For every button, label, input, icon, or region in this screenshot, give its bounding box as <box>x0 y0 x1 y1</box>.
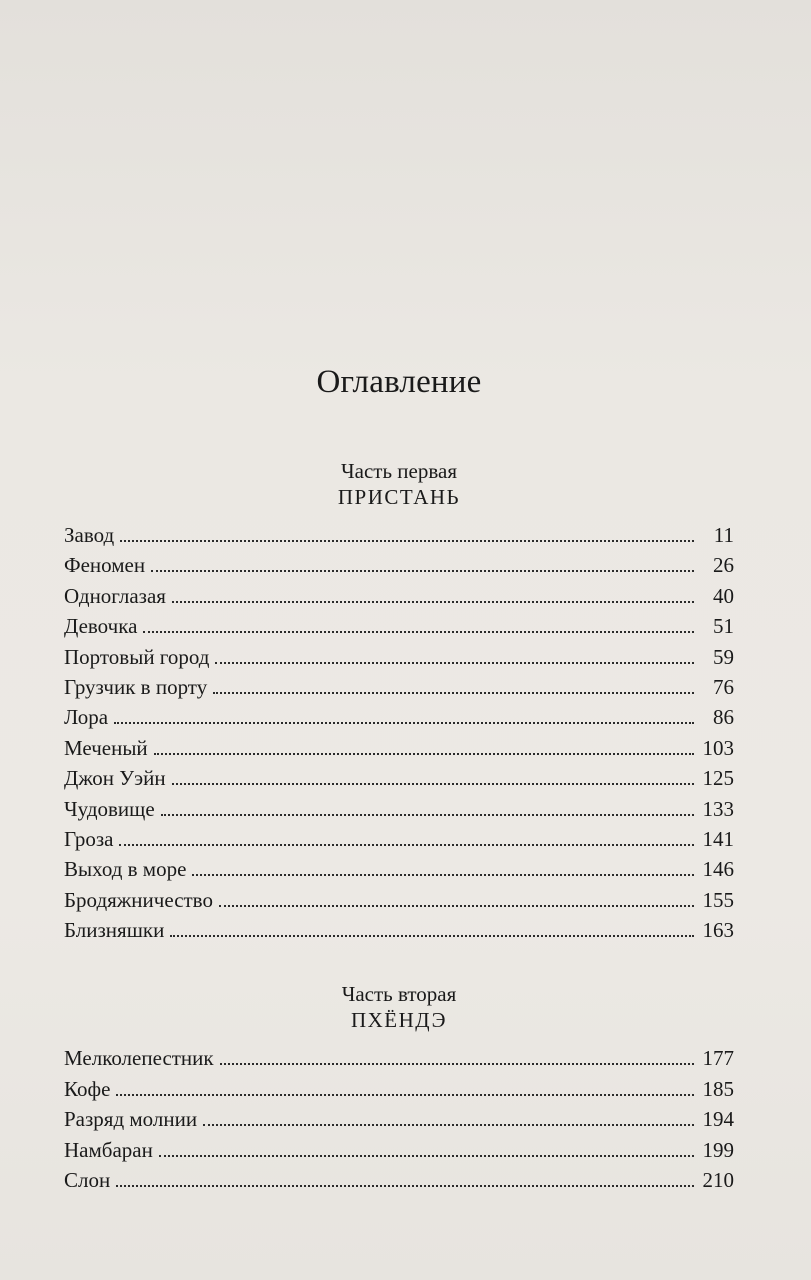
dot-leader <box>192 874 694 876</box>
toc-entry <box>64 672 734 702</box>
entry-page-number: 26 <box>713 553 734 578</box>
dot-leader <box>154 753 694 755</box>
part-one-header <box>64 458 734 510</box>
toc-entry <box>64 794 734 824</box>
toc-entry <box>64 1165 734 1195</box>
toc-entry <box>64 763 734 793</box>
toc-entry <box>64 1135 734 1165</box>
entry-page-number: 51 <box>713 614 734 639</box>
dot-leader <box>170 935 694 937</box>
part-two-entries <box>64 1043 734 1195</box>
part-name: ПРИСТАНЬ <box>337 485 461 509</box>
entry-page-number: 141 <box>702 826 734 851</box>
entry-title: Грузчик в порту <box>64 674 208 699</box>
entry-page-number: 125 <box>702 766 734 791</box>
table-of-contents <box>64 362 734 1195</box>
toc-entry <box>64 702 734 732</box>
dot-leader <box>151 570 694 572</box>
entry-title: Выход в море <box>64 857 187 882</box>
part-label: Часть вторая <box>341 982 457 1007</box>
part-two-header <box>64 981 734 1033</box>
dot-leader <box>119 844 694 846</box>
entry-page-number: 199 <box>702 1137 734 1162</box>
entry-page-number: 146 <box>702 857 734 882</box>
entry-page-number: 76 <box>713 674 734 699</box>
dot-leader <box>213 692 694 694</box>
toc-entry <box>64 854 734 884</box>
dot-leader <box>220 1063 694 1065</box>
toc-entry <box>64 642 734 672</box>
dot-leader <box>116 1185 694 1187</box>
entry-page-number: 11 <box>713 523 734 547</box>
entry-page-number: 133 <box>702 796 734 821</box>
toc-entry <box>64 1104 734 1134</box>
entry-title: Намбаран <box>64 1137 153 1162</box>
dot-leader <box>161 814 694 816</box>
entry-page-number: 103 <box>702 735 734 760</box>
entry-title: Разряд молнии <box>64 1107 198 1132</box>
toc-entry <box>64 1074 734 1104</box>
dot-leader <box>203 1124 694 1126</box>
entry-title: Слон <box>64 1168 111 1193</box>
toc-entry <box>64 824 734 854</box>
dot-leader <box>159 1155 694 1157</box>
toc-entry <box>64 611 734 641</box>
dot-leader <box>120 540 694 542</box>
toc-entry <box>64 885 734 915</box>
entry-page-number: 185 <box>702 1076 734 1101</box>
part-label: Часть первая <box>341 459 457 483</box>
entry-title: Чудовище <box>64 796 155 821</box>
dot-leader <box>215 662 694 664</box>
entry-page-number: 59 <box>713 644 734 669</box>
entry-page-number: 194 <box>702 1107 734 1132</box>
entry-page-number: 177 <box>702 1046 734 1071</box>
part-one-entries <box>64 520 734 945</box>
dot-leader <box>143 631 694 633</box>
entry-title: Мелколепестник <box>64 1046 214 1071</box>
toc-title: Оглавление <box>316 364 482 400</box>
toc-entry <box>64 915 734 945</box>
entry-title: Завод <box>64 523 115 547</box>
entry-page-number: 40 <box>713 583 734 608</box>
entry-title: Гроза <box>64 826 114 851</box>
entry-page-number: 210 <box>702 1168 734 1193</box>
entry-title: Одноглазая <box>64 583 166 608</box>
toc-entry <box>64 550 734 580</box>
dot-leader <box>219 905 694 907</box>
toc-entry <box>64 581 734 611</box>
part-name: ПХЁНДЭ <box>350 1008 448 1033</box>
dot-leader <box>172 601 694 603</box>
entry-page-number: 163 <box>702 918 734 943</box>
entry-title: Девочка <box>64 614 138 639</box>
entry-title: Близняшки <box>64 918 165 943</box>
entry-title: Кофе <box>64 1076 111 1101</box>
entry-page-number: 155 <box>702 887 734 912</box>
toc-entry <box>64 520 734 550</box>
toc-entry <box>64 733 734 763</box>
dot-leader <box>114 722 694 724</box>
dot-leader <box>172 783 694 785</box>
entry-title: Лора <box>64 705 109 730</box>
toc-entry <box>64 1043 734 1073</box>
entry-title: Портовый город <box>64 644 210 669</box>
entry-title: Джон Уэйн <box>64 766 166 791</box>
entry-title: Феномен <box>64 553 146 578</box>
dot-leader <box>116 1094 694 1096</box>
entry-page-number: 86 <box>713 705 734 730</box>
entry-title: Бродяжничество <box>64 887 213 912</box>
entry-title: Меченый <box>64 735 148 760</box>
